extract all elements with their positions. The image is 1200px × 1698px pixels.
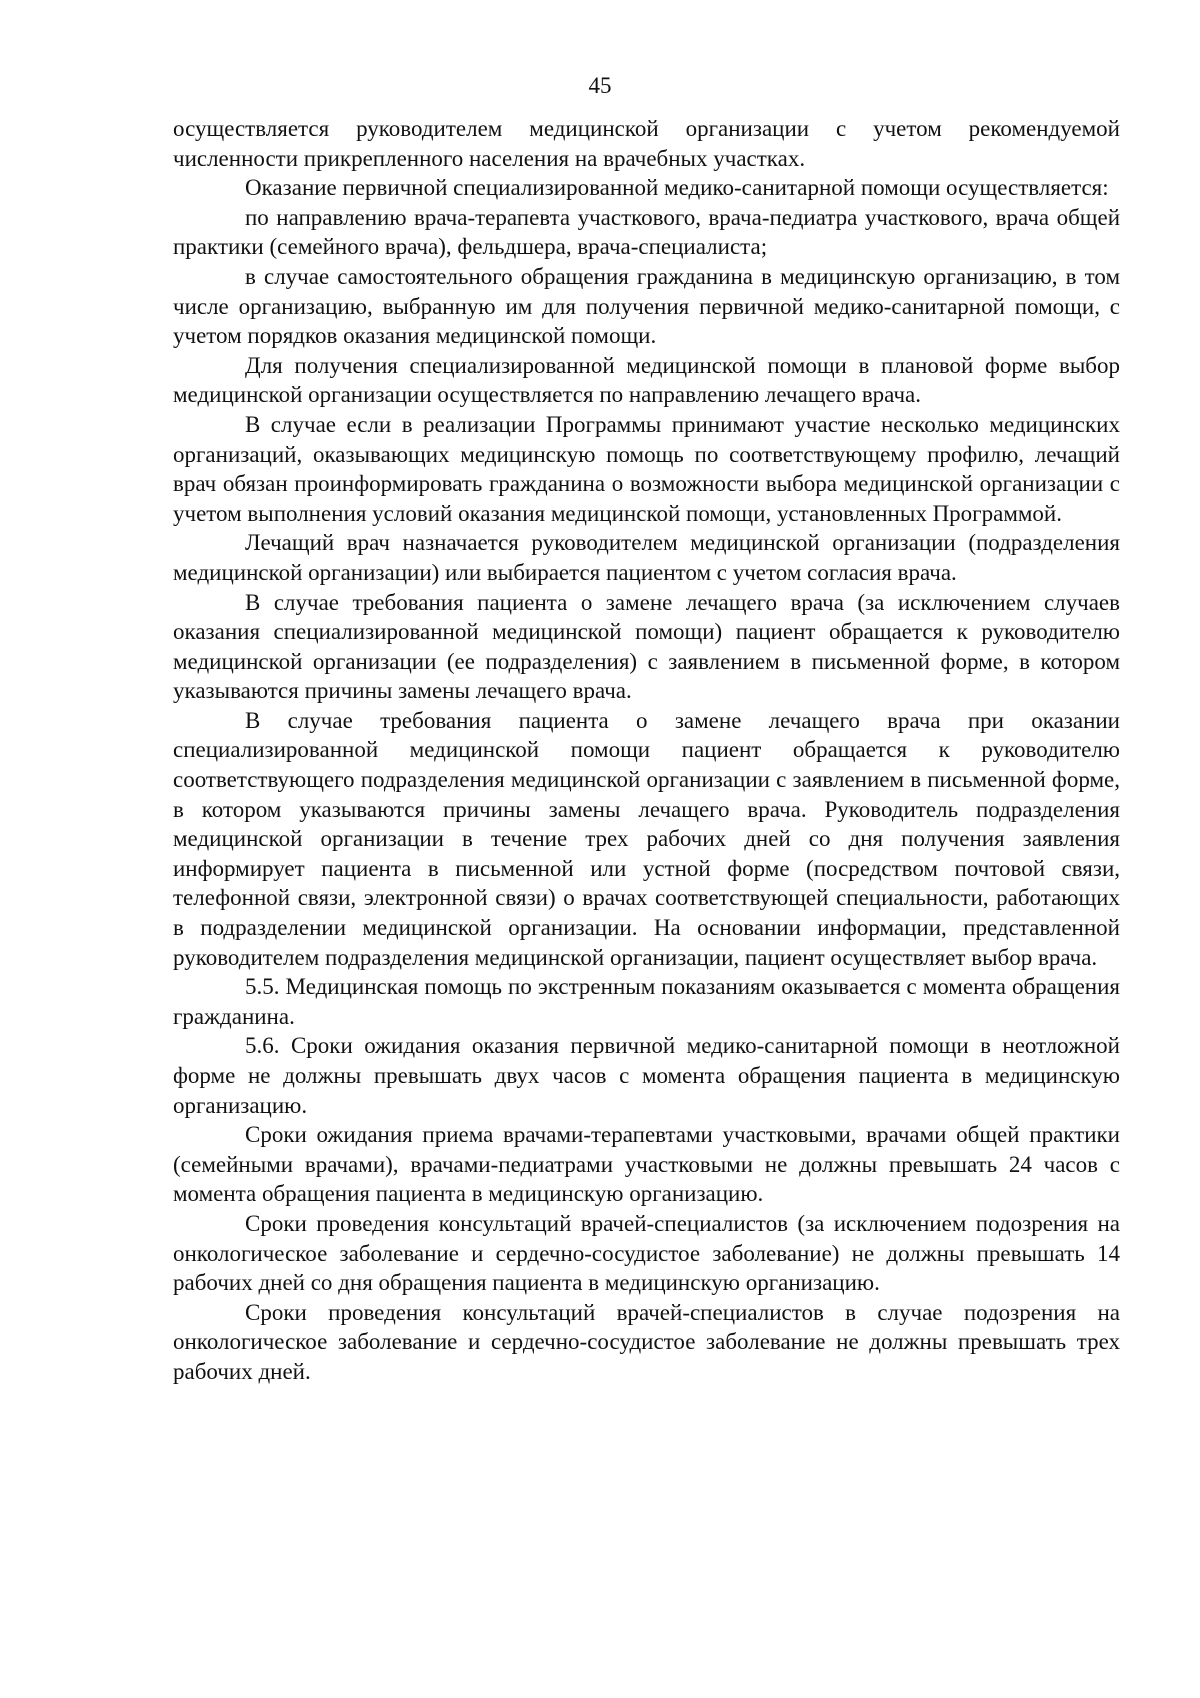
paragraph: В случае требования пациента о замене лечащего врача (за исключением случаев оказания специализированной медицинской помощи) пациент обращается к руководителю медицинской организации (ее подразделения) с заявлением в письменной форме, в котором указываются причины замены лечащего врача. bbox=[173, 589, 1120, 704]
page-number: 45 bbox=[588, 73, 612, 98]
paragraph: в случае самостоятельного обращения гражданина в медицинскую организацию, в том числе организацию, выбранную им для получения первичной медико-санитарной помощи, с учетом порядков оказания медицинской помощи. bbox=[173, 263, 1120, 349]
paragraph: В случае требования пациента о замене лечащего врача при оказании специализированной медицинской помощи пациент обращается к руководителю соответствующего подразделения медицинской организации с заявлением в письменной форме, в котором указываются причины замены лечащего врача. Руководитель подразделения медицинской организации в течение трех рабочих дней со дня получения заявления информирует пациента в письменной или устной форме (посредством почтовой связи, телефонной связи, электронной связи) о врачах соответствующей специальности, работающих в подразделении медицинской организации. На основании информации, представленной руководителем подразделения медицинской организации, пациент осуществляет выбор врача. bbox=[173, 707, 1120, 970]
paragraph-section-5-6: 5.6. Сроки ожидания оказания первичной медико-санитарной помощи в неотложной форме не должны превышать двух часов с момента обращения пациента в медицинскую организацию. bbox=[173, 1033, 1120, 1118]
paragraph: Для получения специализированной медицинской помощи в плановой форме выбор медицинской организации осуществляется по направлению лечащего врача. bbox=[173, 352, 1120, 408]
document-body bbox=[173, 114, 1120, 1387]
paragraph-continuation: осуществляется руководителем медицинской организации с учетом рекомендуемой численности прикрепленного населения на врачебных участках. bbox=[173, 116, 1120, 171]
paragraph-section-5-5: 5.5. Медицинская помощь по экстренным показаниям оказывается с момента обращения гражданина. bbox=[173, 974, 1120, 1029]
paragraph: В случае если в реализации Программы принимают участие несколько медицинских организаций, оказывающих медицинскую помощь по соответствующему профилю, лечащий врач обязан проинформировать гражданина о возможности выбора медицинской организации с учетом выполнения условий оказания медицинской помощи, установленных Программой. bbox=[173, 411, 1120, 526]
paragraph: Сроки проведения консультаций врачей-специалистов в случае подозрения на онкологическое заболевание и сердечно-сосудистое заболевание не должны превышать трех рабочих дней. bbox=[173, 1299, 1120, 1384]
paragraph: Оказание первичной специализированной медико-санитарной помощи осуществляется: bbox=[245, 175, 1109, 201]
paragraph: Лечащий врач назначается руководителем медицинской организации (подразделения медицинской организации) или выбирается пациентом с учетом согласия врача. bbox=[173, 530, 1120, 585]
paragraph: Сроки ожидания приема врачами-терапевтами участковыми, врачами общей практики (семейными врачами), врачами-педиатрами участковыми не должны превышать 24 часов с момента обращения пациента в медицинскую организацию. bbox=[173, 1122, 1120, 1207]
paragraph: по направлению врача-терапевта участкового, врача-педиатра участкового, врача общей практики (семейного врача), фельдшера, врача-специалиста; bbox=[173, 204, 1120, 260]
paragraph: Сроки проведения консультаций врачей-специалистов (за исключением подозрения на онкологическое заболевание и сердечно-сосудистое заболевание) не должны превышать 14 рабочих дней со дня обращения пациента в медицинскую организацию. bbox=[173, 1210, 1120, 1296]
